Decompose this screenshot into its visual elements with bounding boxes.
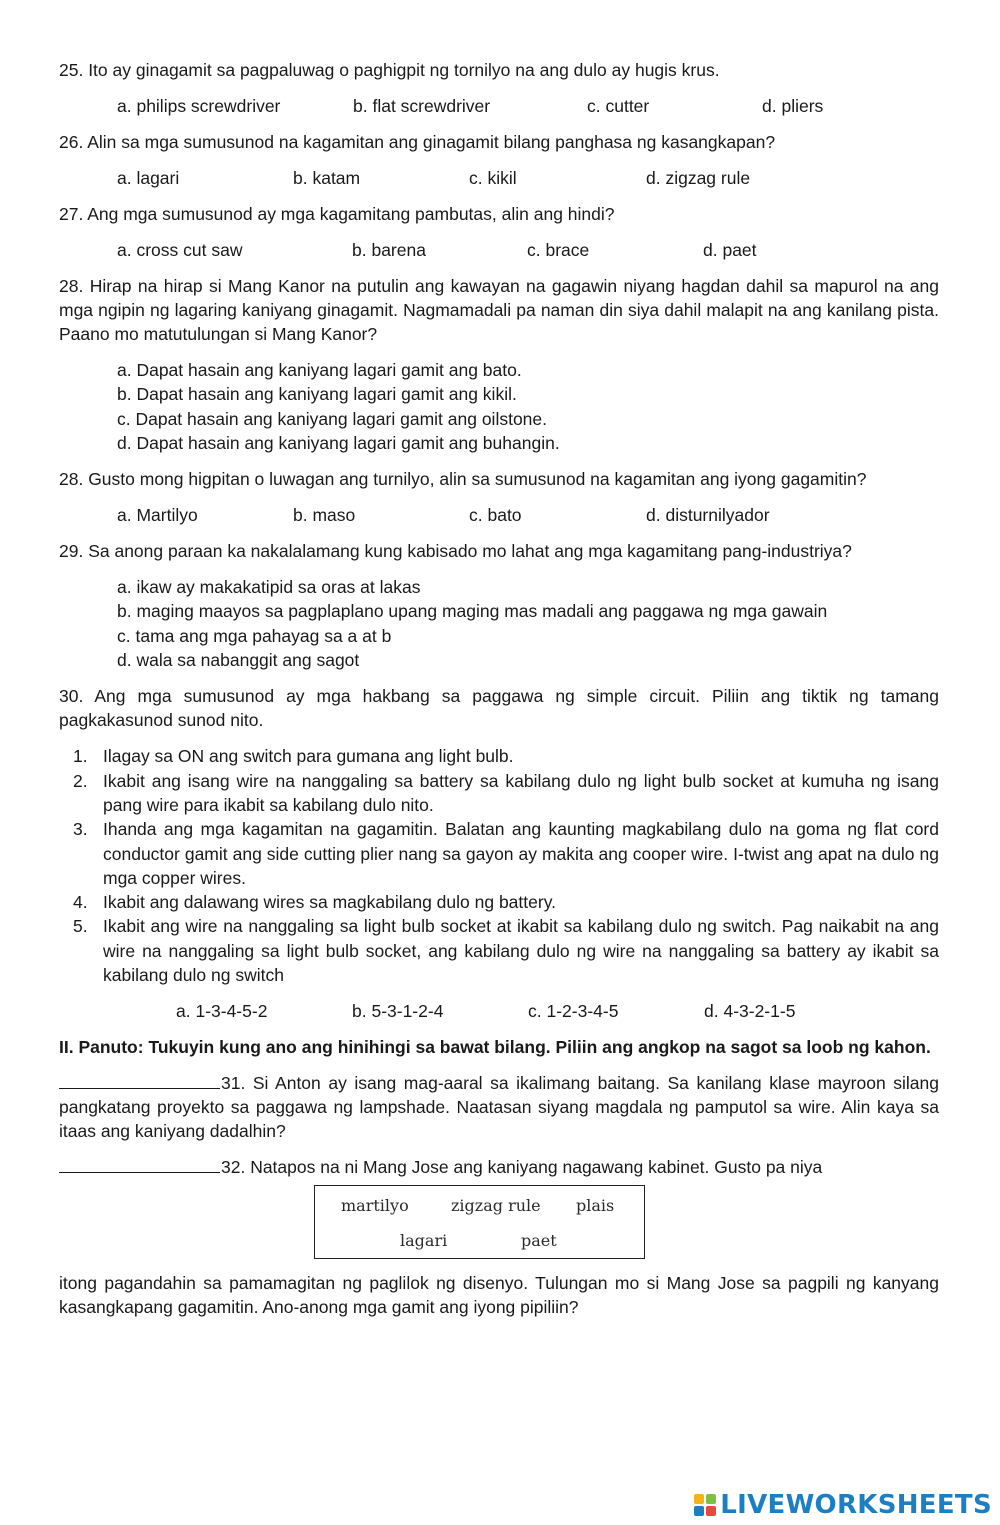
option-b[interactable]: b. maso bbox=[293, 505, 356, 526]
option-a[interactable]: a. Dapat hasain ang kaniyang lagari gamit ang bato. bbox=[117, 360, 522, 380]
option-a[interactable]: a. cross cut saw bbox=[117, 240, 243, 260]
question-28-a: 28. Hirap na hirap si Mang Kanor na putulin ang kawayan na gagawin niyang hagdan dahil sa mapurol na ang mga ngipin ng lagaring kaniyang ginagamit. Nagmamadali pa naman din siya dahil malapit na ang kanilang pista. Paano mo matutulungan si Mang Kanor? bbox=[59, 276, 939, 344]
step-number: 2. bbox=[73, 770, 88, 791]
step-item bbox=[59, 914, 939, 987]
question-25-options bbox=[117, 94, 939, 118]
question-28-b: 28. Gusto mong higpitan o luwagan ang turnilyo, alin sa sumusunod na kagamitan ang iyong gagamitin? bbox=[59, 469, 867, 490]
question-29-options bbox=[117, 575, 939, 672]
option-d[interactable]: d. disturnilyador bbox=[646, 505, 770, 526]
question-32-text-start: 32. Natapos na ni Mang Jose ang kaniyang nagawang kabinet. Gusto pa niya bbox=[221, 1157, 823, 1178]
option-a[interactable]: a. ikaw ay makakatipid sa oras at lakas bbox=[117, 577, 421, 598]
word-choice: martilyo bbox=[341, 1196, 409, 1216]
step-item bbox=[59, 817, 939, 890]
option-b[interactable]: b. barena bbox=[352, 240, 426, 260]
option-a[interactable]: a. philips screwdriver bbox=[117, 96, 281, 116]
question-25: 25. Ito ay ginagamit sa pagpaluwag o paghigpit ng tornilyo na ang dulo ay hugis krus. bbox=[59, 60, 720, 80]
step-number: 4. bbox=[73, 892, 88, 913]
option-b[interactable]: b. Dapat hasain ang kaniyang lagari gamit ang kikil. bbox=[117, 384, 517, 405]
question-29: 29. Sa anong paraan ka nakalalamang kung kabisado mo lahat ang mga kagamitang pang-industriya? bbox=[59, 541, 852, 562]
question-32 bbox=[59, 1155, 939, 1179]
option-b[interactable]: b. flat screwdriver bbox=[353, 96, 491, 116]
step-item bbox=[59, 744, 939, 768]
step-text: Ihanda ang mga kagamitan na gagamitin. Balatan ang kaunting magkabilang dulo na goma ng flat cord conductor gamit ang side cutting plier nang sa gayon ay makita ang cooper wire. I-twist ang apat na dulo ng mga copper wires. bbox=[103, 819, 939, 888]
option-a[interactable]: a. Martilyo bbox=[117, 505, 198, 526]
option-c[interactable]: c. cutter bbox=[587, 96, 650, 116]
step-number: 1. bbox=[73, 746, 88, 767]
word-choice: plais bbox=[576, 1196, 615, 1216]
question-27: 27. Ang mga sumusunod ay mga kagamitang pambutas, alin ang hindi? bbox=[59, 204, 615, 224]
question-32-continued: itong pagandahin sa pamamagitan ng paglilok ng disenyo. Tulungan mo si Mang Jose sa pagpili ng kanyang kasangkapang gagamitin. Ano-anong mga gamit ang iyong pipiliin? bbox=[59, 1273, 939, 1318]
option-c[interactable]: c. 1-2-3-4-5 bbox=[528, 1001, 619, 1022]
question-28-a-options bbox=[117, 358, 939, 455]
circuit-steps-list bbox=[59, 744, 939, 987]
option-d[interactable]: d. 4-3-2-1-5 bbox=[704, 1001, 796, 1022]
question-28-b-options bbox=[117, 503, 939, 527]
option-d[interactable]: d. Dapat hasain ang kaniyang lagari gamit ang buhangin. bbox=[117, 432, 560, 453]
question-31 bbox=[59, 1071, 939, 1143]
step-text: Ikabit ang wire na nanggaling sa light bulb socket at ikabit sa kabilang dulo ng switch. Pag naikabit na ang wire na nanggaling sa light bulb socket, ang kabilang dulo ng wire na nanggaling sa battery ay ikabit sa kabilang dulo ng switch bbox=[103, 916, 939, 986]
worksheet-page bbox=[59, 58, 939, 1331]
step-text: Ikabit ang dalawang wires sa magkabilang dulo ng battery. bbox=[103, 892, 557, 913]
section-2-heading: II. Panuto: Tukuyin kung ano ang hinihingi sa bawat bilang. Piliin ang angkop na sagot sa loob ng kahon. bbox=[59, 1037, 931, 1058]
step-text: Ilagay sa ON ang switch para gumana ang light bulb. bbox=[103, 746, 514, 767]
option-a[interactable]: a. lagari bbox=[117, 168, 180, 188]
option-c[interactable]: c. kikil bbox=[469, 168, 517, 188]
option-d[interactable]: d. pliers bbox=[762, 96, 824, 116]
option-d[interactable]: d. zigzag rule bbox=[646, 168, 751, 188]
option-b[interactable]: b. 5-3-1-2-4 bbox=[352, 1001, 444, 1022]
question-30: 30. Ang mga sumusunod ay mga hakbang sa paggawa ng simple circuit. Piliin ang tiktik ng tamang pagkakasunod sunod nito. bbox=[59, 686, 939, 731]
word-choice: paet bbox=[521, 1231, 557, 1251]
word-choice: zigzag rule bbox=[451, 1196, 541, 1216]
liveworksheets-logo-icon bbox=[694, 1494, 716, 1516]
answer-blank-32[interactable] bbox=[59, 1155, 220, 1173]
step-number: 5. bbox=[73, 916, 88, 937]
word-choice-box bbox=[314, 1185, 645, 1259]
option-d[interactable]: d. paet bbox=[703, 240, 757, 260]
logo-text: LIVEWORKSHEETS bbox=[720, 1490, 992, 1520]
question-26: 26. Alin sa mga sumusunod na kagamitan ang ginagamit bilang panghasa ng kasangkapan? bbox=[59, 132, 776, 152]
option-a[interactable]: a. 1-3-4-5-2 bbox=[176, 1001, 268, 1022]
option-b[interactable]: b. katam bbox=[293, 168, 361, 188]
step-item bbox=[59, 890, 939, 914]
option-c[interactable]: c. brace bbox=[527, 240, 590, 260]
option-c[interactable]: c. tama ang mga pahayag sa a at b bbox=[117, 625, 392, 646]
liveworksheets-logo bbox=[694, 1490, 992, 1520]
option-b[interactable]: b. maging maayos sa pagplaplano upang maging mas madali ang paggawa ng mga gawain bbox=[117, 601, 828, 622]
option-d[interactable]: d. wala sa nabanggit ang sagot bbox=[117, 650, 360, 671]
question-27-options bbox=[117, 238, 939, 262]
option-c[interactable]: c. Dapat hasain ang kaniyang lagari gamit ang oilstone. bbox=[117, 408, 547, 429]
step-text: Ikabit ang isang wire na nanggaling sa battery sa kabilang dulo ng light bulb socket at kumuha ng isang pang wire para ikabit sa kabilang dulo nito. bbox=[103, 770, 939, 815]
step-item bbox=[59, 769, 939, 818]
question-31-text: 31. Si Anton ay isang mag-aaral sa ikalimang baitang. Sa kanilang klase mayroon silang pangkatang proyekto sa paggawa ng lampshade. Naatasan siyang magdala ng pamputol sa wire. Alin kaya sa itaas ang kaniyang dadalhin? bbox=[59, 1073, 939, 1142]
answer-blank-31[interactable] bbox=[59, 1071, 220, 1089]
option-c[interactable]: c. bato bbox=[469, 505, 522, 526]
question-30-options bbox=[176, 999, 939, 1023]
word-choice: lagari bbox=[400, 1231, 448, 1251]
question-26-options bbox=[117, 166, 939, 190]
step-number: 3. bbox=[73, 819, 88, 840]
